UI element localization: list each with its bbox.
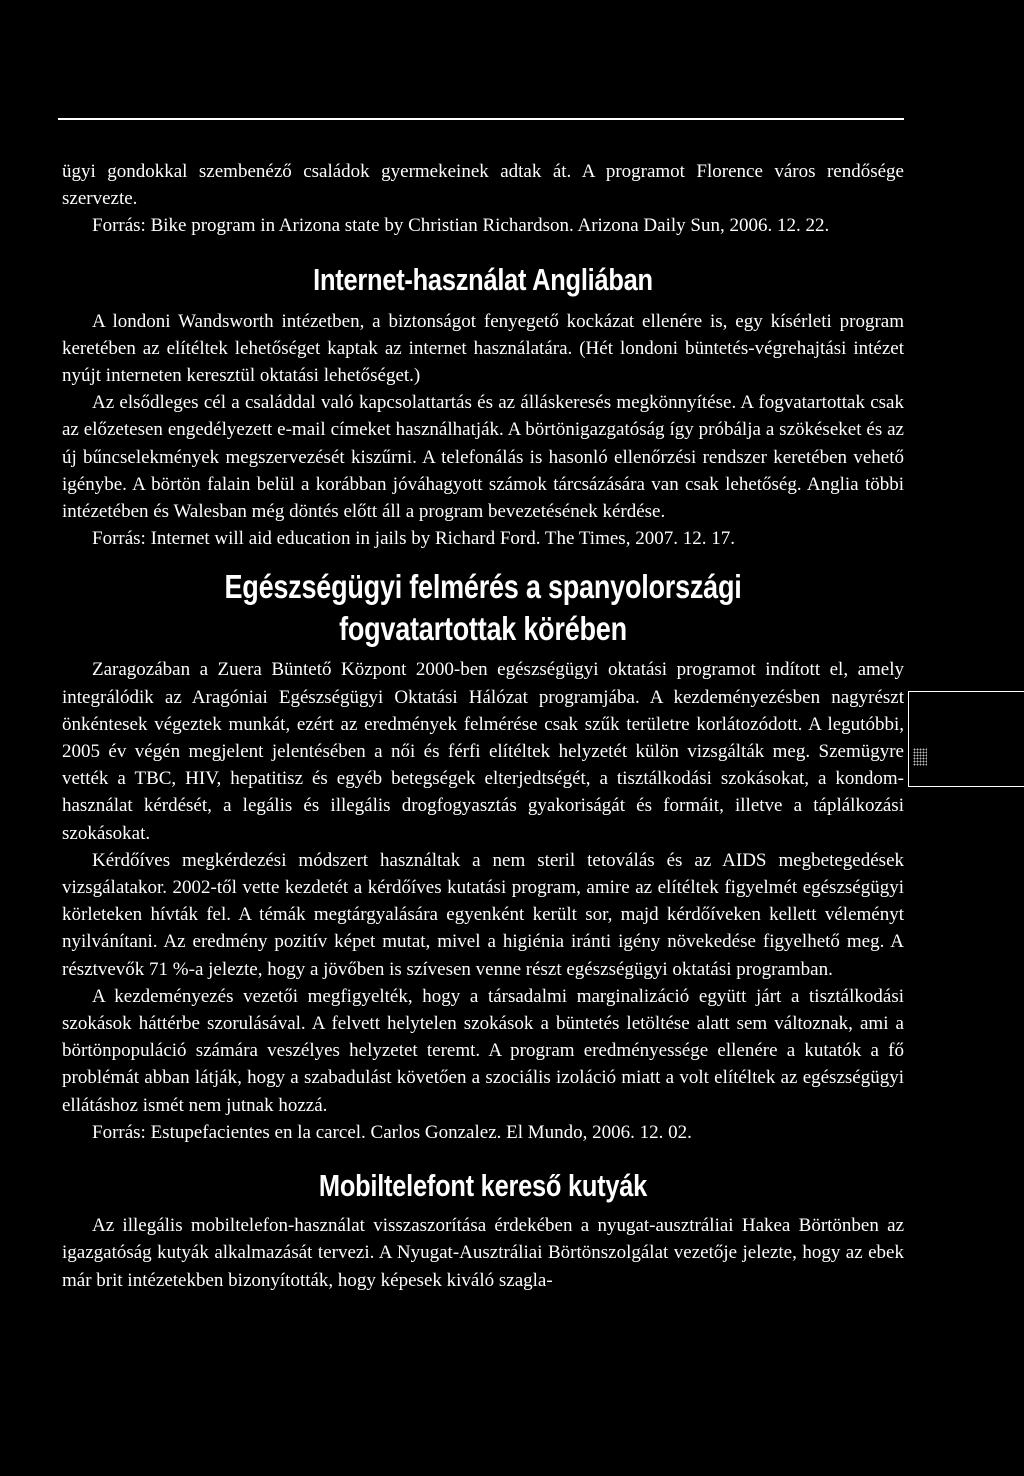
health-paragraph-2: Kérdőíves megkérdezési módszert használtak a nem steril tetoválás és az AIDS megbetegedések vizsgálatakor. 2002-től vette kezdetét a kérdőíves kutatási program, amire az elítéltek figyelmét egészségügyi körleteken hívták fel. A témák megtárgyalására egyenként került sor, majd kérdőíveken kellett véleményt nyilvánítani. Az eredmény pozitív képet mutat, mivel a higiénia iránti igény növekedése figyelhető meg. A résztvevők 71 %-a jelezte, hogy a jövőben is szívesen venne részt egészségügyi oktatási programban. <box>62 849 904 980</box>
dogs-paragraph-1: Az illegális mobiltelefon-használat visszaszorítása érdekében a nyugat-ausztráliai Hakea Börtönben az igazgatóság kutyák alkalmazását tervezi. A Nyugat-Ausztráliai Börtönszolgálat vezetője jelezte, hogy az ebek már brit intézetekben bizonyították, hogy képesek kiváló szagla- <box>62 1215 904 1291</box>
health-source: Forrás: Estupefacientes en la carcel. Carlos Gonzalez. El Mundo, 2006. 12. 02. <box>92 1121 692 1143</box>
health-section <box>62 566 904 1146</box>
health-heading: Egészségügyi felmérés a spanyolországi fogvatartottak körében <box>224 568 742 648</box>
dogs-section <box>62 1166 904 1294</box>
internet-section <box>62 260 904 553</box>
health-paragraph-1: Zaragozában a Zuera Büntető Központ 2000-ben egészségügyi oktatási programot indított el, amely integrálódik az Aragóniai Egészségügyi Oktatási Hálózat programjába. A kezdeményezésben nagyrészt önkéntesek végeztek munkát, ezért az eredmények felmérése csak szűk területre korlátozódott. A legutóbbi, 2005 év végén megjelent jelentésében a női és férfi elítéltek helyzetét külön vizsgálták meg. Szemügyre vették a TBC, HIV, hepatitisz és egyéb betegségek elterjedtségét, a tisztálkodási szokásokat, a kondom-használat kérdését, a legális és illegális drogfogyasztás gyakoriságát és formáit, illetve a táplálkozási szokásokat. <box>62 659 904 844</box>
top-rule <box>58 118 904 120</box>
page-content <box>62 158 904 1294</box>
intro-paragraph: ügyi gondokkal szembenéző családok gyermekeinek adtak át. A programot Florence város rendősége szervezte. <box>62 161 904 210</box>
health-paragraph-3: A kezdeményezés vezetői megfigyelték, hogy a társadalmi marginalizáció együtt járt a tisztálkodási szokások háttérbe szorulásával. A felvett helytelen szokások a büntetés letöltése alatt sem változnak, ami a börtönpopuláció számára veszélyes helyzetet teremt. A program eredményessége ellenére a kutatók a fő problémát abban látják, hogy a szabadulást követően a szociális izoláció miatt a volt elítéltek az egészségügyi ellátáshoz ismét nem jutnak hozzá. <box>62 985 904 1116</box>
internet-paragraph-2: Az elsődleges cél a családdal való kapcsolattartás és az álláskeresés megkönnyítése. A fogvatartottak csak az előzetesen engedélyezett e-mail címeket használhatják. A börtönigazgatóság így próbálja a szökéseket és az új bűncselekmények megszervezését kiszűrni. A telefonálás is hasonló ellenőrzési rendszer keretében vehető igénybe. A börtön falain belül a korábban jóváhagyott számok tárcsázására van csak lehetőség. Anglia többi intézetében és Walesban még döntés előtt áll a program bevezetésének kérdése. <box>62 392 904 523</box>
dogs-heading: Mobiltelefont kereső kutyák <box>318 1168 648 1204</box>
margin-tab-box <box>908 691 1024 787</box>
internet-source: Forrás: Internet will aid education in jails by Richard Ford. The Times, 2007. 12. 17. <box>92 528 735 550</box>
internet-paragraph-1: A londoni Wandsworth intézetben, a biztonságot fenyegető kockázat ellenére is, egy kísérleti program keretében az elítéltek lehetőséget kaptak az internet használatára. (Hét londoni büntetés-végrehajtási intézet nyújt interneten keresztül oktatási lehetőséget.) <box>62 310 904 387</box>
internet-heading: Internet-használat Angliában <box>313 261 653 297</box>
intro-section <box>62 158 904 240</box>
intro-source: Forrás: Bike program in Arizona state by Christian Richardson. Arizona Daily Sun, 2006. 12. 22. <box>92 215 830 237</box>
halftone-mark <box>913 748 927 766</box>
